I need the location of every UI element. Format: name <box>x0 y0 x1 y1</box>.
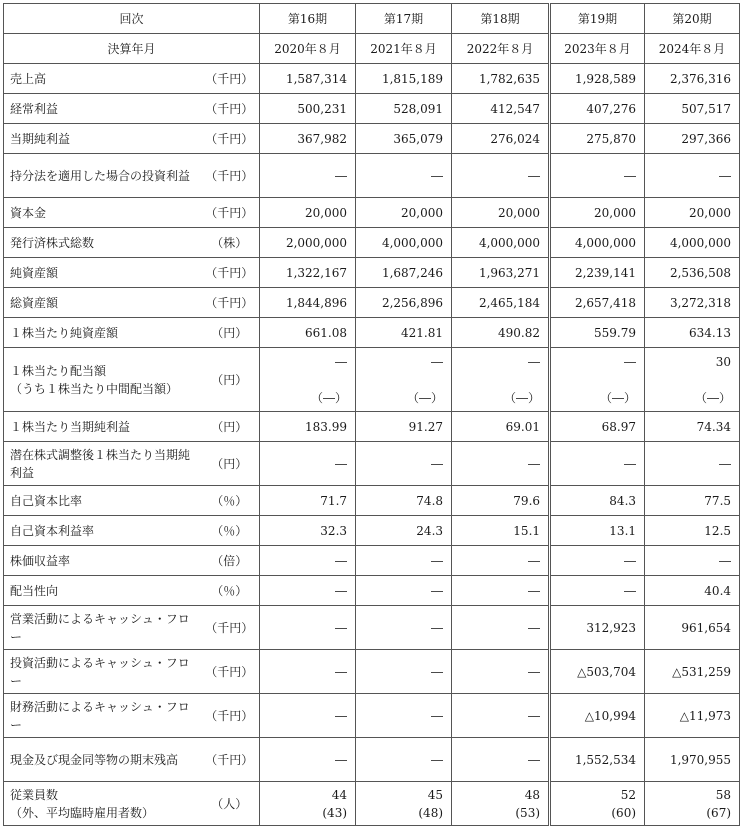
row-label: 持分法を適用した場合の投資利益 <box>4 154 200 198</box>
row-unit: （千円） <box>200 738 260 782</box>
value-cell <box>260 348 356 412</box>
cell-main-value: 48 <box>524 787 541 802</box>
row-unit: （倍） <box>200 546 260 576</box>
value-cell: ― <box>356 694 452 738</box>
value-cell: ― <box>260 576 356 606</box>
row-unit: （千円） <box>200 94 260 124</box>
value-cell: ― <box>260 606 356 650</box>
cell-sub-value: (48) <box>418 805 444 820</box>
row-label: １株当たり純資産額 <box>4 318 200 348</box>
row-unit: （％） <box>200 516 260 546</box>
value-cell: 412,547 <box>452 94 550 124</box>
table-row <box>4 412 740 442</box>
row-unit: （％） <box>200 576 260 606</box>
value-cell: ― <box>260 738 356 782</box>
row-unit: （円） <box>200 442 260 486</box>
value-cell: 961,654 <box>645 606 740 650</box>
value-cell: 183.99 <box>260 412 356 442</box>
value-cell: 367,982 <box>260 124 356 154</box>
period-header: 第18期 <box>452 4 550 34</box>
table-row <box>4 94 740 124</box>
value-cell: 1,963,271 <box>452 258 550 288</box>
cell-sub-value: (43) <box>322 805 348 820</box>
cell-sub-value: （―） <box>695 390 732 405</box>
value-cell: 91.27 <box>356 412 452 442</box>
row-unit: （千円） <box>200 694 260 738</box>
value-cell: ― <box>356 650 452 694</box>
value-cell: ― <box>356 738 452 782</box>
row-unit: （人） <box>200 782 260 826</box>
value-cell: ― <box>452 576 550 606</box>
value-cell: ― <box>260 154 356 198</box>
value-cell: △503,704 <box>550 650 645 694</box>
table-row <box>4 442 740 486</box>
row-label: 現金及び現金同等物の期末残高 <box>4 738 200 782</box>
cell-main-value: 45 <box>427 787 444 802</box>
value-cell: 2,657,418 <box>550 288 645 318</box>
value-cell: 84.3 <box>550 486 645 516</box>
date-header: 2023年８月 <box>550 34 645 64</box>
value-cell: 559.79 <box>550 318 645 348</box>
value-cell: 74.34 <box>645 412 740 442</box>
value-cell: ― <box>260 650 356 694</box>
value-cell: 1,815,189 <box>356 64 452 94</box>
value-cell: 68.97 <box>550 412 645 442</box>
cell-main-value: ― <box>335 354 348 369</box>
table-row <box>4 606 740 650</box>
value-cell: 20,000 <box>645 198 740 228</box>
row-label: 株価収益率 <box>4 546 200 576</box>
value-cell: ― <box>452 738 550 782</box>
value-cell: ― <box>645 442 740 486</box>
value-cell: ― <box>356 442 452 486</box>
row-label: １株当たり配当額 （うち１株当たり中間配当額） <box>4 348 200 412</box>
value-cell: ― <box>356 576 452 606</box>
table-row <box>4 694 740 738</box>
value-cell: 2,465,184 <box>452 288 550 318</box>
value-cell: 2,000,000 <box>260 228 356 258</box>
value-cell: ― <box>452 650 550 694</box>
value-cell: 297,366 <box>645 124 740 154</box>
value-cell: ― <box>260 442 356 486</box>
row-unit: （千円） <box>200 124 260 154</box>
row-label: 従業員数 （外、平均臨時雇用者数） <box>4 782 200 826</box>
row-label: 総資産額 <box>4 288 200 318</box>
cell-sub-value: （―） <box>504 390 541 405</box>
date-header: 2021年８月 <box>356 34 452 64</box>
value-cell: 4,000,000 <box>452 228 550 258</box>
value-cell: 421.81 <box>356 318 452 348</box>
table-row <box>4 288 740 318</box>
value-cell: 4,000,000 <box>550 228 645 258</box>
row-label: 発行済株式総数 <box>4 228 200 258</box>
value-cell: ― <box>452 154 550 198</box>
period-header: 第16期 <box>260 4 356 34</box>
table-row <box>4 650 740 694</box>
row-label: 投資活動によるキャッシュ・フロー <box>4 650 200 694</box>
row-label: 当期純利益 <box>4 124 200 154</box>
table-row <box>4 576 740 606</box>
row-label: 純資産額 <box>4 258 200 288</box>
value-cell: 407,276 <box>550 94 645 124</box>
value-cell: 528,091 <box>356 94 452 124</box>
value-cell: 275,870 <box>550 124 645 154</box>
row-unit: （円） <box>200 318 260 348</box>
value-cell: ― <box>356 546 452 576</box>
value-cell: ― <box>550 546 645 576</box>
row-unit: （千円） <box>200 154 260 198</box>
value-cell: ― <box>645 154 740 198</box>
value-cell: 276,024 <box>452 124 550 154</box>
cell-sub-value: (60) <box>611 805 637 820</box>
row-label: 売上高 <box>4 64 200 94</box>
table-row <box>4 348 740 412</box>
value-cell: ― <box>550 154 645 198</box>
table-row <box>4 318 740 348</box>
table-row <box>4 258 740 288</box>
row-unit: （千円） <box>200 258 260 288</box>
value-cell: 20,000 <box>260 198 356 228</box>
value-cell: 490.82 <box>452 318 550 348</box>
row-label: 資本金 <box>4 198 200 228</box>
value-cell: ― <box>550 576 645 606</box>
value-cell: 4,000,000 <box>645 228 740 258</box>
period-header: 第17期 <box>356 4 452 34</box>
value-cell: 507,517 <box>645 94 740 124</box>
row-unit: （千円） <box>200 650 260 694</box>
value-cell: 20,000 <box>356 198 452 228</box>
period-row-label: 回次 <box>4 4 260 34</box>
table-row <box>4 64 740 94</box>
table-row <box>4 486 740 516</box>
table-row <box>4 228 740 258</box>
cell-sub-value: （―） <box>311 390 348 405</box>
row-unit: （千円） <box>200 606 260 650</box>
cell-sub-value: (67) <box>706 805 732 820</box>
value-cell: 20,000 <box>550 198 645 228</box>
value-cell <box>645 348 740 412</box>
row-label: 財務活動によるキャッシュ・フロー <box>4 694 200 738</box>
row-unit: （円） <box>200 412 260 442</box>
cell-main-value: ― <box>624 354 637 369</box>
row-label: 配当性向 <box>4 576 200 606</box>
financial-summary-table <box>3 3 740 826</box>
period-header: 第20期 <box>645 4 740 34</box>
cell-main-value: ― <box>528 354 541 369</box>
value-cell: ― <box>452 442 550 486</box>
row-unit: （千円） <box>200 64 260 94</box>
value-cell <box>452 348 550 412</box>
row-label: 自己資本比率 <box>4 486 200 516</box>
cell-main-value: 44 <box>331 787 348 802</box>
value-cell <box>356 348 452 412</box>
value-cell <box>550 348 645 412</box>
value-cell: 661.08 <box>260 318 356 348</box>
value-cell: 74.8 <box>356 486 452 516</box>
value-cell: 20,000 <box>452 198 550 228</box>
row-label: １株当たり当期純利益 <box>4 412 200 442</box>
value-cell: ― <box>260 546 356 576</box>
value-cell: ― <box>550 442 645 486</box>
date-header: 2022年８月 <box>452 34 550 64</box>
row-unit: （千円） <box>200 198 260 228</box>
value-cell: 71.7 <box>260 486 356 516</box>
value-cell: 24.3 <box>356 516 452 546</box>
value-cell: 32.3 <box>260 516 356 546</box>
date-header-row <box>4 34 740 64</box>
value-cell: 1,970,955 <box>645 738 740 782</box>
table-row <box>4 124 740 154</box>
value-cell: 13.1 <box>550 516 645 546</box>
period-header-row <box>4 4 740 34</box>
value-cell: 365,079 <box>356 124 452 154</box>
value-cell: 15.1 <box>452 516 550 546</box>
date-header: 2024年８月 <box>645 34 740 64</box>
row-unit: （円） <box>200 348 260 412</box>
cell-sub-value: （―） <box>600 390 637 405</box>
value-cell: 500,231 <box>260 94 356 124</box>
row-unit: （％） <box>200 486 260 516</box>
value-cell: ― <box>356 606 452 650</box>
row-label: 経常利益 <box>4 94 200 124</box>
cell-sub-value: （―） <box>407 390 444 405</box>
row-label: 営業活動によるキャッシュ・フロー <box>4 606 200 650</box>
value-cell: ― <box>452 694 550 738</box>
value-cell: 2,239,141 <box>550 258 645 288</box>
row-label: 自己資本利益率 <box>4 516 200 546</box>
value-cell: 4,000,000 <box>356 228 452 258</box>
date-row-label: 決算年月 <box>4 34 260 64</box>
table-row <box>4 546 740 576</box>
value-cell: ― <box>645 546 740 576</box>
value-cell: 634.13 <box>645 318 740 348</box>
table-row <box>4 738 740 782</box>
value-cell: 1,928,589 <box>550 64 645 94</box>
value-cell: 2,536,508 <box>645 258 740 288</box>
cell-main-value: ― <box>431 354 444 369</box>
table-row <box>4 154 740 198</box>
value-cell: 40.4 <box>645 576 740 606</box>
cell-main-value: 30 <box>715 354 732 369</box>
period-header: 第19期 <box>550 4 645 34</box>
cell-main-value: 58 <box>715 787 732 802</box>
value-cell: 312,923 <box>550 606 645 650</box>
value-cell: 77.5 <box>645 486 740 516</box>
value-cell: 1,552,534 <box>550 738 645 782</box>
value-cell: 1,687,246 <box>356 258 452 288</box>
cell-sub-value: (53) <box>515 805 541 820</box>
table-row <box>4 516 740 546</box>
row-label: 潜在株式調整後１株当たり当期純利益 <box>4 442 200 486</box>
value-cell: 2,376,316 <box>645 64 740 94</box>
value-cell: 79.6 <box>452 486 550 516</box>
date-header: 2020年８月 <box>260 34 356 64</box>
value-cell: △11,973 <box>645 694 740 738</box>
value-cell: 1,782,635 <box>452 64 550 94</box>
value-cell: 2,256,896 <box>356 288 452 318</box>
row-unit: （千円） <box>200 288 260 318</box>
table-body <box>4 64 740 826</box>
row-unit: （株） <box>200 228 260 258</box>
value-cell: △10,994 <box>550 694 645 738</box>
value-cell: 3,272,318 <box>645 288 740 318</box>
value-cell: ― <box>260 694 356 738</box>
value-cell: ― <box>356 154 452 198</box>
value-cell: 12.5 <box>645 516 740 546</box>
value-cell: ― <box>452 606 550 650</box>
value-cell: 1,844,896 <box>260 288 356 318</box>
value-cell: 1,322,167 <box>260 258 356 288</box>
table-row <box>4 198 740 228</box>
cell-main-value: 52 <box>620 787 637 802</box>
value-cell: △531,259 <box>645 650 740 694</box>
value-cell: 1,587,314 <box>260 64 356 94</box>
value-cell: 69.01 <box>452 412 550 442</box>
value-cell: ― <box>452 546 550 576</box>
